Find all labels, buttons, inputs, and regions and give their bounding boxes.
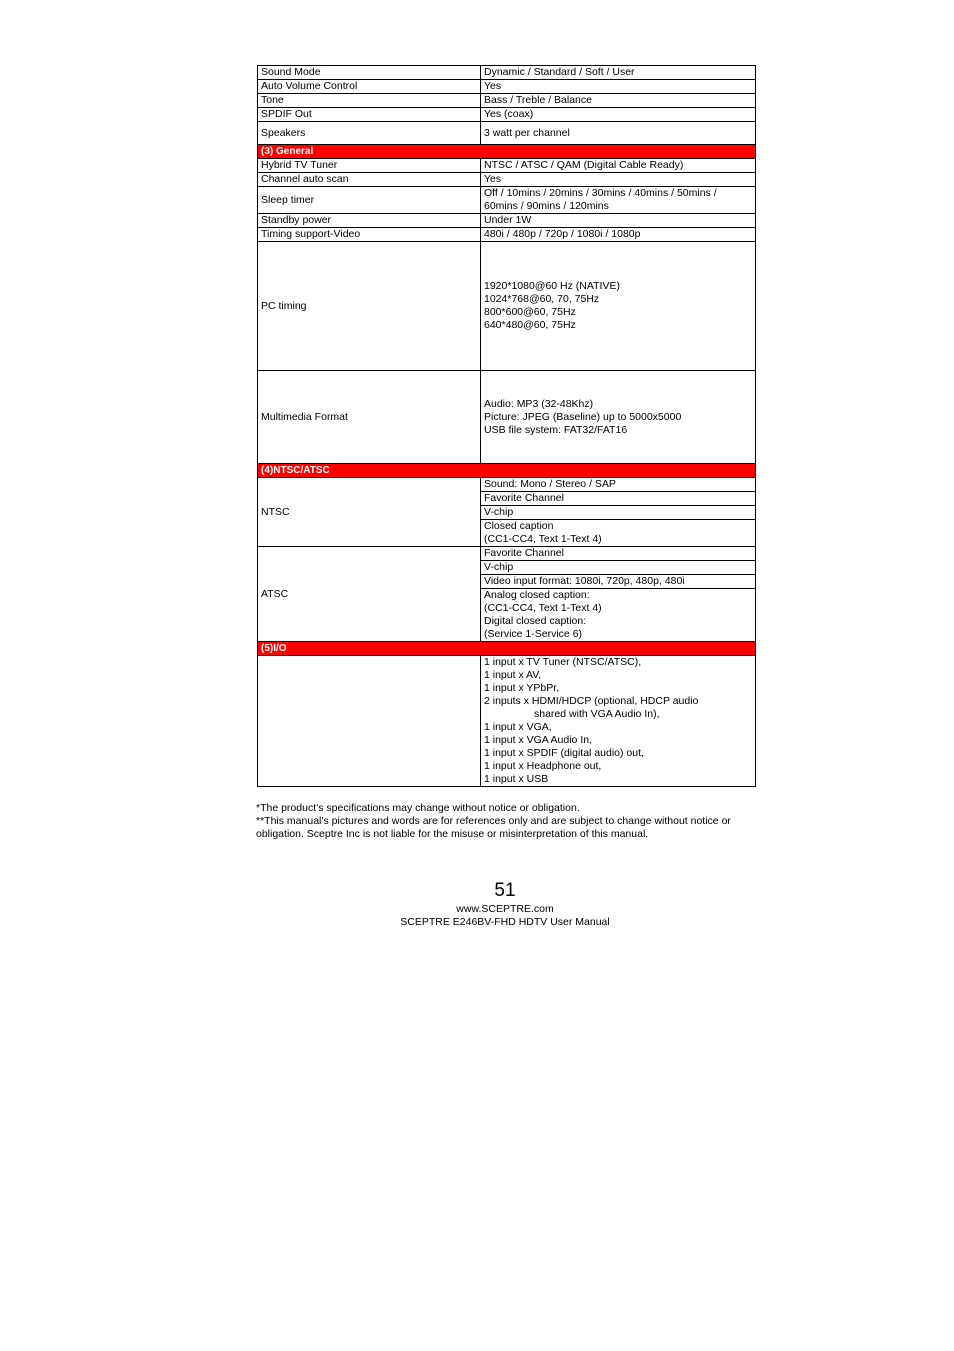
value-line: Analog closed caption: (484, 589, 590, 601)
spec-label: Speakers (258, 122, 481, 145)
spec-value: Favorite Channel (481, 547, 756, 561)
value-line: (CC1-CC4, Text 1-Text 4) (484, 533, 602, 545)
spec-value: Yes (481, 80, 756, 94)
value-line: 1 input x AV, (484, 669, 542, 681)
section-title: (4)NTSC/ATSC (258, 464, 756, 478)
value-line: 1 input x SPDIF (digital audio) out, (484, 747, 644, 759)
spec-label: Hybrid TV Tuner (258, 159, 481, 173)
spec-label: NTSC (258, 478, 481, 547)
value-line: 1 input x TV Tuner (NTSC/ATSC), (484, 656, 642, 668)
spec-value: 3 watt per channel (481, 122, 756, 145)
table-row (258, 371, 756, 464)
table-row (258, 173, 756, 187)
spec-label: Timing support-Video (258, 228, 481, 242)
table-row (258, 108, 756, 122)
value-line: Digital closed caption: (484, 615, 587, 627)
spec-value: V-chip (481, 561, 756, 575)
specifications-table (257, 65, 756, 787)
spec-label: Sound Mode (258, 66, 481, 80)
value-line: Picture: JPEG (Baseline) up to 5000x5000 (484, 410, 682, 423)
value-line: 60mins / 90mins / 120mins (484, 200, 609, 212)
value-line: 1024*768@60, 70, 75Hz (484, 293, 600, 305)
spec-value: 480i / 480p / 720p / 1080i / 1080p (481, 228, 756, 242)
spec-value: NTSC / ATSC / QAM (Digital Cable Ready) (481, 159, 756, 173)
spec-value (481, 656, 756, 787)
spec-label: Auto Volume Control (258, 80, 481, 94)
value-line: 2 inputs x HDMI/HDCP (optional, HDCP audio (484, 695, 699, 707)
spec-value: V-chip (481, 506, 756, 520)
table-row (258, 547, 756, 561)
spec-value: Dynamic / Standard / Soft / User (481, 66, 756, 80)
table-row (258, 94, 756, 108)
value-line: 800*600@60, 75Hz (484, 306, 576, 318)
value-line: 1 input x USB (484, 773, 549, 785)
spec-label: Tone (258, 94, 481, 108)
spec-label: SPDIF Out (258, 108, 481, 122)
spec-label: PC timing (258, 242, 481, 371)
section-title: (5)I/O (258, 642, 756, 656)
table-row (258, 242, 756, 371)
value-line: USB file system: FAT32/FAT16 (484, 423, 628, 436)
value-line: 1 input x VGA, (484, 721, 552, 733)
manual-title: SCEPTRE E246BV-FHD HDTV User Manual (400, 916, 610, 928)
section-header-general (258, 145, 756, 159)
spec-label: Channel auto scan (258, 173, 481, 187)
spec-value: Sound: Mono / Stereo / SAP (481, 478, 756, 492)
spec-value (481, 589, 756, 642)
table-row (258, 66, 756, 80)
page-number: 51 (494, 880, 516, 901)
value-line: 1 input x Headphone out, (484, 760, 602, 772)
spec-value: Under 1W (481, 214, 756, 228)
section-title: (3) General (258, 145, 756, 159)
spec-label: Standby power (258, 214, 481, 228)
section-header-io (258, 642, 756, 656)
section-header-ntsc-atsc (258, 464, 756, 478)
value-line: Audio: MP3 (32-48Khz) (484, 397, 594, 410)
spec-label: Multimedia Format (258, 371, 481, 464)
website-text: www.SCEPTRE.com (456, 903, 554, 915)
disclaimer-note: *The product’s specifications may change without notice or obligation. (256, 802, 580, 814)
value-line: shared with VGA Audio In), (534, 708, 660, 720)
table-row (258, 478, 756, 492)
spec-value (481, 187, 756, 214)
value-line: 1 input x VGA Audio In, (484, 734, 592, 746)
spec-label (258, 656, 481, 787)
spec-label: Sleep timer (258, 187, 481, 214)
value-line: Closed caption (484, 520, 554, 532)
spec-value: Video input format: 1080i, 720p, 480p, 480i (481, 575, 756, 589)
disclaimer-notes (256, 802, 756, 841)
spec-value: Bass / Treble / Balance (481, 94, 756, 108)
value-line: 1 input x YPbPr, (484, 682, 560, 694)
spec-value: Yes (481, 173, 756, 187)
value-line: 640*480@60, 75Hz (484, 319, 576, 331)
value-line: (Service 1-Service 6) (484, 628, 583, 640)
disclaimer-note: **This manual’s pictures and words are for references only and are subject to change without notice or obligation. Sceptre Inc is not liable for the misuse or misinterpretation of this manual. (256, 815, 731, 840)
table-row (258, 214, 756, 228)
table-row (258, 159, 756, 173)
spec-value: Favorite Channel (481, 492, 756, 506)
spec-value (481, 242, 756, 371)
value-line: (CC1-CC4, Text 1-Text 4) (484, 602, 602, 614)
table-row (258, 80, 756, 94)
table-row (258, 656, 756, 787)
spec-value: Yes (coax) (481, 108, 756, 122)
table-row (258, 122, 756, 145)
spec-label: ATSC (258, 547, 481, 642)
spec-value (481, 520, 756, 547)
value-line: 1920*1080@60 Hz (NATIVE) (484, 280, 620, 292)
table-row (258, 187, 756, 214)
value-line: Off / 10mins / 20mins / 30mins / 40mins / 50mins / (484, 187, 717, 199)
table-row (258, 228, 756, 242)
spec-value (481, 371, 756, 464)
